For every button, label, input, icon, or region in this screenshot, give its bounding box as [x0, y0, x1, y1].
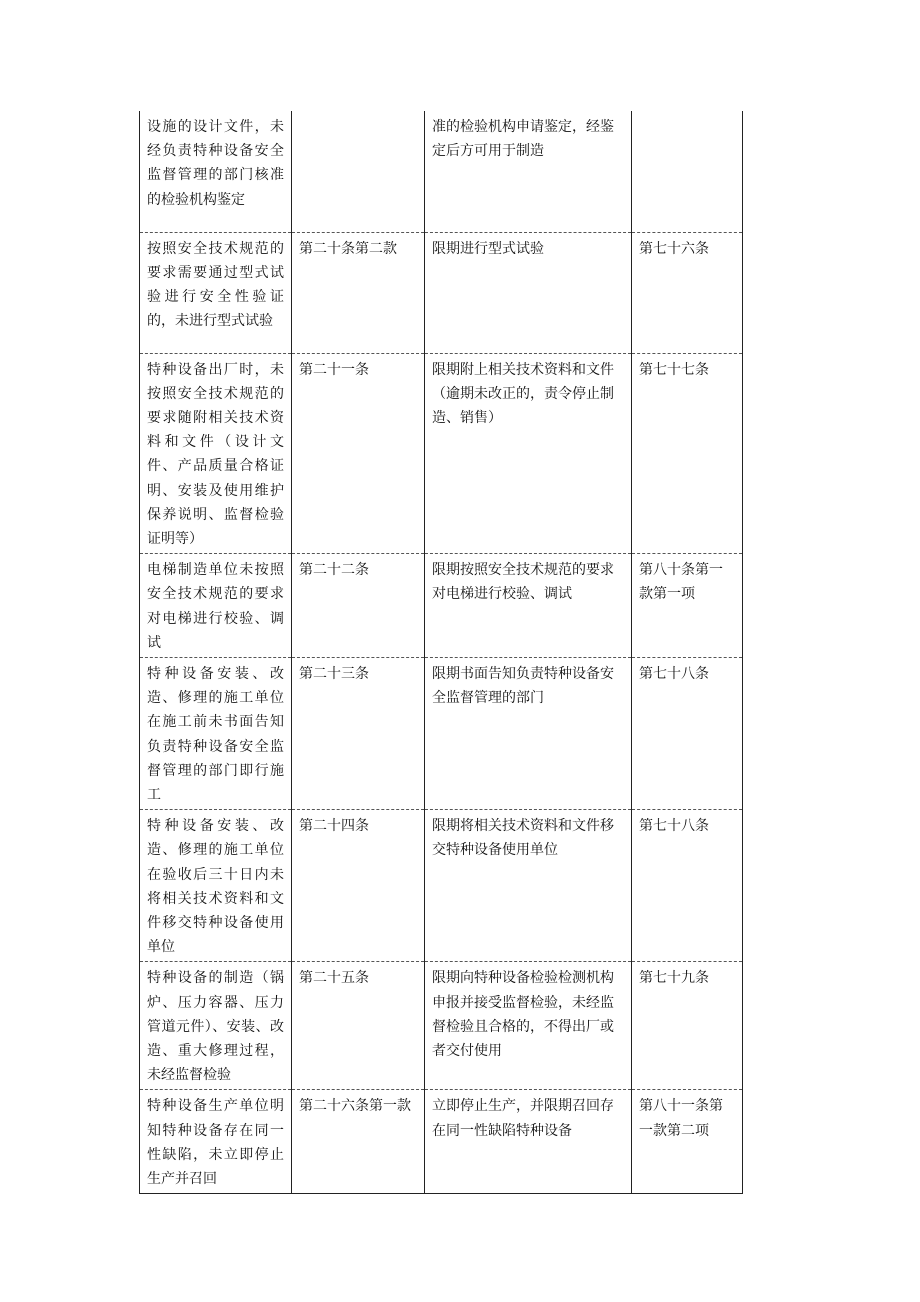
penalty-cell — [632, 111, 743, 232]
article-cell — [292, 111, 425, 232]
correction-cell: 准的检验机构申请鉴定，经鉴定后方可用于制造 — [425, 111, 632, 232]
correction-cell: 限期将相关技术资料和文件移交特种设备使用单位 — [425, 810, 632, 962]
table-row — [140, 810, 743, 962]
regulation-table — [139, 111, 743, 1194]
penalty-cell: 第八十条第一款第一项 — [632, 554, 743, 658]
correction-cell: 限期按照安全技术规范的要求对电梯进行校验、调试 — [425, 554, 632, 658]
behavior-cell: 特种设备安装、改造、修理的施工单位在施工前未书面告知负责特种设备安全监督管理的部门即行施工 — [140, 657, 292, 809]
table-row — [140, 111, 743, 232]
article-cell: 第二十条第二款 — [292, 232, 425, 353]
article-cell: 第二十六条第一款 — [292, 1090, 425, 1194]
article-cell: 第二十五条 — [292, 962, 425, 1090]
article-cell: 第二十四条 — [292, 810, 425, 962]
behavior-cell: 按照安全技术规范的要求需要通过型式试验进行安全性验证的，未进行型式试验 — [140, 232, 292, 353]
penalty-cell: 第七十八条 — [632, 810, 743, 962]
table-row — [140, 657, 743, 809]
behavior-cell: 特种设备出厂时，未按照安全技术规范的要求随附相关技术资料和文件（设计文件、产品质量合格证明、安装及使用维护保养说明、监督检验证明等） — [140, 353, 292, 554]
table-row — [140, 232, 743, 353]
behavior-cell: 特种设备安装、改造、修理的施工单位在验收后三十日内未将相关技术资料和文件移交特种设备使用单位 — [140, 810, 292, 962]
penalty-cell: 第七十八条 — [632, 657, 743, 809]
behavior-cell: 特种设备生产单位明知特种设备存在同一性缺陷，未立即停止生产并召回 — [140, 1090, 292, 1194]
behavior-cell: 电梯制造单位未按照安全技术规范的要求对电梯进行校验、调试 — [140, 554, 292, 658]
behavior-cell: 特种设备的制造（锅炉、压力容器、压力管道元件）、安装、改造、重大修理过程，未经监督检验 — [140, 962, 292, 1090]
article-cell: 第二十三条 — [292, 657, 425, 809]
penalty-cell: 第七十六条 — [632, 232, 743, 353]
correction-cell: 限期进行型式试验 — [425, 232, 632, 353]
regulation-table-body — [140, 111, 743, 1194]
table-row — [140, 1090, 743, 1194]
correction-cell: 限期向特种设备检验检测机构申报并接受监督检验，未经监督检验且合格的，不得出厂或者交付使用 — [425, 962, 632, 1090]
table-row — [140, 554, 743, 658]
table-row — [140, 353, 743, 554]
correction-cell: 立即停止生产，并限期召回存在同一性缺陷特种设备 — [425, 1090, 632, 1194]
penalty-cell: 第八十一条第一款第二项 — [632, 1090, 743, 1194]
article-cell: 第二十一条 — [292, 353, 425, 554]
penalty-cell: 第七十七条 — [632, 353, 743, 554]
correction-cell: 限期书面告知负责特种设备安全监督管理的部门 — [425, 657, 632, 809]
table-row — [140, 962, 743, 1090]
behavior-cell: 设施的设计文件，未经负责特种设备安全监督管理的部门核准的检验机构鉴定 — [140, 111, 292, 232]
correction-cell: 限期附上相关技术资料和文件（逾期未改正的，责令停止制造、销售） — [425, 353, 632, 554]
penalty-cell: 第七十九条 — [632, 962, 743, 1090]
article-cell: 第二十二条 — [292, 554, 425, 658]
